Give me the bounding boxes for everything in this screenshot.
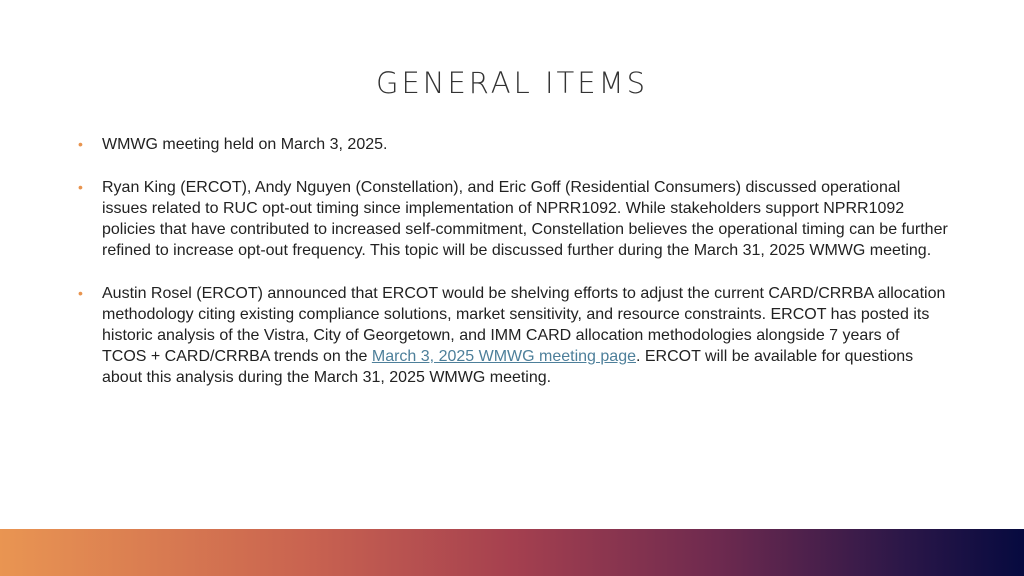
bullet-text: Ryan King (ERCOT), Andy Nguyen (Constellation), and Eric Goff (Residential Consumers) discussed operational issues related to RUC opt-out timing since implementation of NPRR1092. While stakeholders support NPRR1092 policies that have contributed to increased self-commitment, Constellation believes the operational timing can be further refined to increase opt-out frequency. This topic will be discussed further during the March 31, 2025 WMWG meeting. — [102, 179, 948, 259]
bullet-marker-icon: • — [78, 179, 83, 195]
bullet-item-meeting-held — [78, 134, 948, 155]
bullet-text-before-link: Austin Rosel (ERCOT) announced that ERCOT would be shelving efforts to adjust the current CARD/CRRBA allocation methodology citing existing compliance solutions, market sensitivity, and resource constraints. ERCOT has posted its historic analysis of the Vistra, City of Georgetown, and IMM CARD allocation methodologies alongside 7 years of TCOS + CARD/CRRBA trends on the — [102, 285, 946, 365]
bullet-list — [78, 134, 948, 410]
bullet-marker-icon: • — [78, 136, 83, 152]
bullet-marker-icon: • — [78, 285, 83, 301]
bullet-item-ruc-opt-out — [78, 177, 948, 261]
meeting-page-link[interactable]: March 3, 2025 WMWG meeting page — [371, 348, 636, 365]
bullet-text-after-link: . ERCOT will be available for questions about this analysis during the March 31, 2025 WMWG meeting. — [102, 348, 914, 386]
bullet-item-card-crrba — [78, 283, 948, 388]
slide-title: GENERAL ITEMS — [375, 66, 649, 100]
footer-gradient-bar — [0, 529, 1024, 576]
bullet-text: WMWG meeting held on March 3, 2025. — [102, 136, 388, 153]
